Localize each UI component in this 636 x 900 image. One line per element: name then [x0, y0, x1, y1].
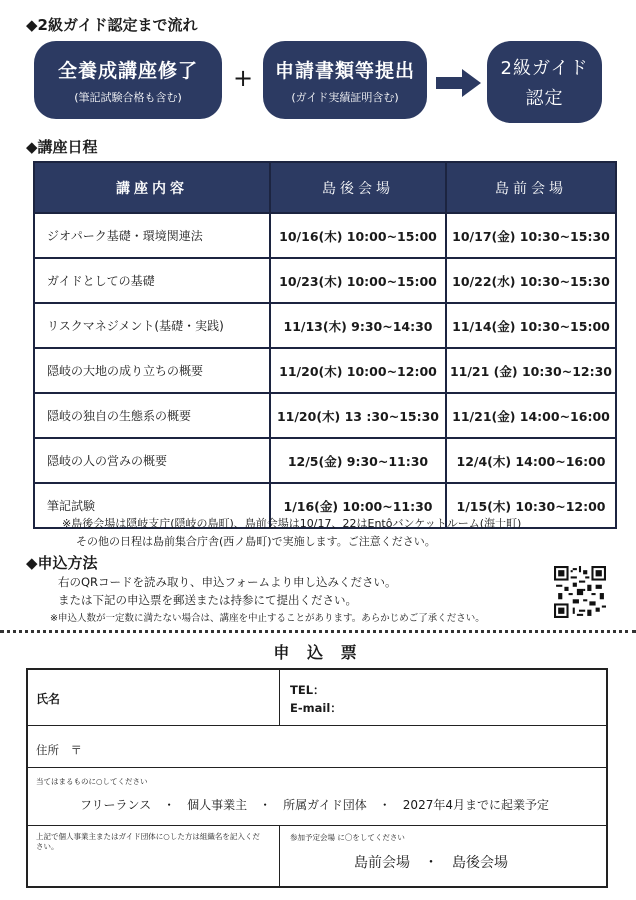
- dozen-date: 10/22(水) 10:30~15:30: [446, 258, 616, 303]
- course-name: ガイドとしての基礎: [34, 258, 270, 303]
- dozen-date: 1/15(木) 10:30~12:00: [446, 483, 616, 528]
- name-row: [28, 670, 606, 726]
- header-content: 講座内容: [34, 162, 270, 213]
- category-options[interactable]: フリーランス ・ 個人事業主 ・ 所属ガイド団体 ・ 2027年4月までに起業予定: [80, 798, 549, 812]
- step2-subtitle: (ガイド実績証明含む): [291, 90, 399, 104]
- course-name: ジオパーク基礎・環境関連法: [34, 213, 270, 258]
- dogo-date: 10/23(木) 10:00~15:00: [270, 258, 446, 303]
- dogo-date: 11/20(木) 10:00~12:00: [270, 348, 446, 393]
- step1-subtitle: (筆記試験合格も含む): [74, 90, 182, 104]
- step3-line1: 2級ガイド: [500, 58, 589, 79]
- divider: [279, 826, 280, 888]
- category-prompt: 当てはまるものに○してください: [36, 777, 148, 786]
- table-row: [34, 393, 616, 438]
- apply-line-1: 右のQRコードを読み取り、申込フォームより申し込みください。: [58, 575, 397, 589]
- dogo-date: 11/13(木) 9:30~14:30: [270, 303, 446, 348]
- dozen-date: 11/21 (金) 10:30~12:30: [446, 348, 616, 393]
- dozen-date: 11/14(金) 10:30~15:00: [446, 303, 616, 348]
- cut-line: [0, 630, 636, 633]
- plus-sign: +: [233, 64, 254, 92]
- step-certification: [487, 41, 602, 123]
- header-dozen: 島前会場: [446, 162, 616, 213]
- schedule-heading: ◆講座日程: [26, 138, 98, 156]
- course-name: 隠岐の独自の生態系の概要: [34, 393, 270, 438]
- table-row: [34, 213, 616, 258]
- apply-note: ※申込人数が一定数に満たない場合は、講座を中止することがあります。あらかじめご了承ください。: [50, 613, 485, 624]
- step-course-completion: [34, 41, 222, 119]
- schedule-table: [33, 161, 617, 529]
- form-title: 申 込 票: [273, 643, 363, 662]
- venue-options[interactable]: 島前会場 ・ 島後会場: [354, 855, 508, 871]
- step3-line2: 認定: [525, 88, 564, 109]
- step-document-submission: [263, 41, 427, 119]
- course-name: 隠岐の大地の成り立ちの概要: [34, 348, 270, 393]
- email-label: E-mail：: [290, 701, 342, 715]
- table-row: [34, 438, 616, 483]
- step2-title: 申請書類等提出: [274, 59, 415, 82]
- header-dogo: 島後会場: [270, 162, 446, 213]
- table-row: [34, 258, 616, 303]
- dogo-date: 1/16(金) 10:00~11:30: [270, 483, 446, 528]
- course-name: リスクマネジメント(基礎・実践): [34, 303, 270, 348]
- dogo-date: 10/16(木) 10:00~15:00: [270, 213, 446, 258]
- application-form: [26, 668, 608, 888]
- venue-prompt: 参加予定会場 に〇をしてください: [290, 833, 405, 842]
- venue-note-1: ※島後会場は隠岐支庁(隠岐の島町)、島前会場は10/17、22はEntôバンケットルーム(海士町): [62, 517, 522, 530]
- org-prompt: 上記で個人事業主またはガイド団体に○した方は組織名を記入ください。: [36, 832, 260, 851]
- venue-note-2: その他の日程は島前集合庁舎(西ノ島町)で実施します。ご注意ください。: [76, 535, 436, 548]
- apply-heading: ◆申込方法: [26, 554, 98, 572]
- dozen-date: 10/17(金) 10:30~15:30: [446, 213, 616, 258]
- divider: [279, 670, 280, 726]
- address-label: 住所 〒: [36, 743, 82, 757]
- table-row: [34, 303, 616, 348]
- dogo-date: 11/20(木) 13 :30~15:30: [270, 393, 446, 438]
- apply-line-2: または下記の申込票を郵送または持参にて提出ください。: [58, 593, 357, 607]
- arrow-right-icon: [436, 68, 482, 98]
- qr-code-icon[interactable]: [554, 566, 606, 618]
- dozen-date: 12/4(木) 14:00~16:00: [446, 438, 616, 483]
- name-label: 氏名: [36, 692, 61, 706]
- flow-heading: ◆2級ガイド認定まで流れ: [26, 16, 198, 34]
- course-name: 隠岐の人の営みの概要: [34, 438, 270, 483]
- step1-title: 全養成講座修了: [57, 59, 198, 82]
- address-row: [28, 726, 606, 768]
- tel-label: TEL：: [290, 683, 325, 697]
- course-name: 筆記試験: [34, 483, 270, 528]
- table-row: [34, 348, 616, 393]
- schedule-header-row: [34, 162, 616, 213]
- dozen-date: 11/21(金) 14:00~16:00: [446, 393, 616, 438]
- dogo-date: 12/5(金) 9:30~11:30: [270, 438, 446, 483]
